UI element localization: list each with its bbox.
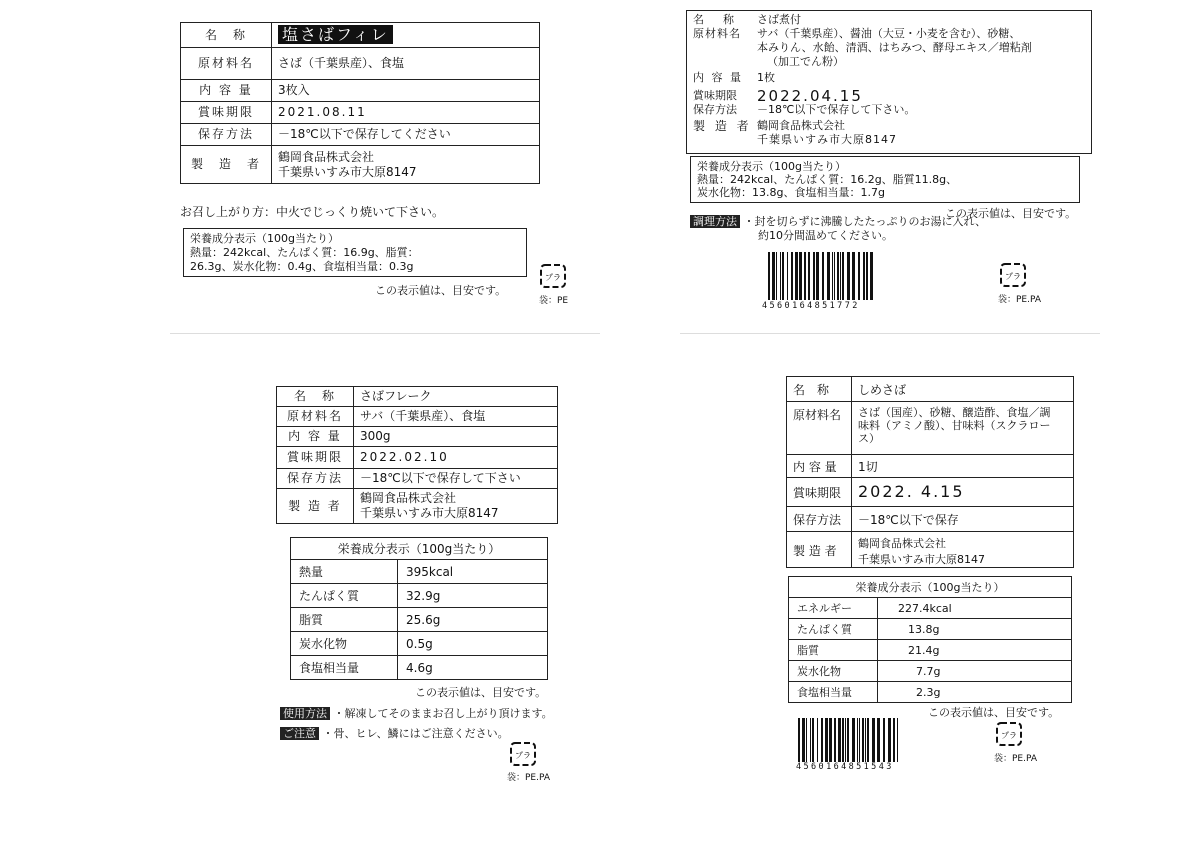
barcode-bar [782,252,784,300]
label3-nutrition-value: 4.6g [398,656,548,680]
label2-barcode-number: 4560164851772 [762,301,860,311]
barcode-bar [852,252,855,300]
label3-nutrition-key: たんぱく質 [291,584,398,608]
barcode-bar [834,252,835,300]
svg-text:プラ: プラ [1001,731,1017,740]
recycle-plastic-icon [996,722,1022,746]
label4-nutrition-value: 227.4kcal [878,598,1072,619]
label4-barcode [796,718,946,762]
label4-nutrition-value: 7.7g [878,661,1072,682]
label4-expiry-key: 賞味期限 [787,478,852,506]
label3-usage [280,705,553,721]
barcode-bar [888,718,891,762]
label3-maker-value: 鶴岡食品株式会社 千葉県いすみ市大原8147 [354,489,558,524]
label1-nutrition-box [183,228,527,277]
label1-cooking: お召し上がり方：中火でじっくり焼いて下さい。 [180,205,445,219]
label3-expiry-key: 賞味期限 [277,447,354,469]
label1-quantity-key: 内 容 量 [181,80,272,102]
barcode-bar [870,252,873,300]
barcode-bar [813,252,815,300]
barcode-bar [822,252,824,300]
label2-address: 千葉県いすみ市大原8147 [757,133,897,146]
barcode-bar [893,718,895,762]
label3-caution-tag: ご注意 [280,727,319,740]
label4-nutrition-key: 脂質 [789,640,878,661]
label2-info-box [686,10,1092,154]
label1-ingredients-value: さば（千葉県産）、食塩 [272,48,540,80]
label2-nutrition-line1: 熱量：242kcal、たんぱく質：16.2g、脂質11.8g、 [697,173,958,186]
label4-package-material: 袋：PE.PA [994,754,1037,764]
barcode-bar [847,718,849,762]
barcode-bar [842,718,844,762]
barcode-bar [867,718,869,762]
barcode-bar [897,718,898,762]
label4-table [786,376,1074,568]
label3-nutrition-title: 栄養成分表示（100g当たり） [291,538,548,560]
recycle-plastic-icon [540,264,566,288]
label4-nutrition-key: たんぱく質 [789,619,878,640]
label4-expiry-value: 2022. 4.15 [858,482,965,501]
label3-address: 千葉県いすみ市大原8147 [360,506,499,520]
label1-ingredients-key: 原材料名 [181,48,272,80]
label2-cooking [690,215,986,243]
label2-maker-key: 製 造 者 [693,119,752,133]
label2-package-material: 袋：PE.PA [998,295,1041,305]
barcode-bar [859,718,860,762]
label4-quantity-key: 内 容 量 [787,455,852,477]
barcode-bar [795,252,798,300]
svg-text:プラ: プラ [1005,272,1021,281]
barcode-bar [866,252,868,300]
label1-maker-value: 鶴岡食品株式会社 千葉県いすみ市大原8147 [272,146,540,184]
barcode-bar [883,718,885,762]
label2-quantity-key: 内 容 量 [693,71,743,84]
label2-quantity-value: 1枚 [757,71,775,84]
label4-nutrition-key: 炭水化物 [789,661,878,682]
barcode-bar [780,252,781,300]
label2-nutrition-title: 栄養成分表示（100g当たり） [697,160,846,173]
barcode-bar [787,252,788,300]
barcode-bar [838,718,841,762]
barcode-bar [799,252,802,300]
label1-storage-value: －18℃以下で保存してください [272,124,540,146]
label4-maker-key: 製 造 者 [787,532,852,568]
label4-ingredients-key: 原材料名 [787,402,852,454]
label2-cooking-line2: 約10分間温めてください。 [758,229,893,242]
barcode-bar [768,252,770,300]
label3-nutrition-value: 395kcal [398,560,548,584]
barcode-bar [840,252,841,300]
barcode-bar [865,718,866,762]
label2-expiry-value: 2022.04.15 [757,87,863,105]
label2-cooking-tag: 調理方法 [690,215,740,228]
label3-storage-value: －18℃以下で保存して下さい [354,469,558,489]
label4-barcode-number: 4560164851543 [796,762,894,772]
label3-nutrition-key: 熱量 [291,560,398,584]
label3-table [276,386,558,524]
section-divider [170,333,600,334]
label2-nutrition-box [690,156,1080,203]
label3-caution [280,725,509,741]
label3-usage-tag: 使用方法 [280,707,330,720]
svg-text:プラ: プラ [515,751,531,760]
label3-nutrition-key: 炭水化物 [291,632,398,656]
label1-expiry-key: 賞味期限 [181,102,272,124]
label4-nutrition-value: 2.3g [878,682,1072,703]
label2-name-value: さば煮付 [757,13,801,26]
label1-nutrition-title: 栄養成分表示（100g当たり） [190,232,339,245]
label4-name-key: 名 称 [787,377,852,401]
label3-nutrition-value: 0.5g [398,632,548,656]
barcode-bar [837,252,839,300]
barcode-bar [832,252,833,300]
label4-ingredients-value: さば（国産）、砂糖、醸造酢、食塩／調 味料（アミノ酸）、甘味料（スクラロー ス） [858,406,1051,445]
label2-disclaimer: この表示値は、目安です。 [945,207,1077,220]
label2-ingredients-value-2: 本みりん、水飴、清酒、はちみつ、酵母エキス／増粘剤 [757,41,1032,54]
label3-quantity-key: 内 容 量 [277,427,354,447]
barcode-bar [821,718,823,762]
label2-expiry-key: 賞味期限 [693,89,737,102]
label1-nutrition-line1: 熱量：242kcal、たんぱく質：16.9g、脂質： [190,245,419,259]
barcode-bar [863,252,865,300]
label1-disclaimer: この表示値は、目安です。 [375,284,507,297]
barcode-bar [877,718,880,762]
barcode-bar [810,718,811,762]
barcode-bar [776,252,777,300]
label3-quantity-value: 300g [354,427,558,447]
label2-maker-value: 鶴岡食品株式会社 [757,119,845,132]
label1-table [180,22,540,184]
section-divider [680,333,1100,334]
recycle-plastic-icon [1000,263,1026,287]
label4-nutrition-key: エネルギー [789,598,878,619]
label3-package-material: 袋：PE.PA [507,773,550,783]
label4-storage-value: －18℃以下で保存 [858,513,959,527]
barcode-bar [825,718,828,762]
barcode-bar [808,252,810,300]
label3-maker-key: 製 造 者 [277,489,354,524]
label4-name-value: しめさば [858,383,907,397]
label3-storage-key: 保存方法 [277,469,354,489]
label1-nutrition-line2: 26.3g、炭水化物：0.4g、食塩相当量：0.3g [190,259,414,273]
label3-expiry-value: 2022.02.10 [354,447,558,469]
label4-disclaimer: この表示値は、目安です。 [928,706,1060,719]
label1-package-material: 袋：PE [539,296,569,306]
recycle-plastic-icon [510,742,536,766]
label2-storage-key: 保存方法 [693,103,737,116]
label3-disclaimer: この表示値は、目安です。 [415,686,547,699]
label2-ingredients-value-3: （加工でん粉） [767,55,844,68]
label2-cooking-line1: ・封を切らずに沸騰したたっぷりのお湯に入れ、 [743,215,987,228]
barcode-bar [806,718,807,762]
label2-barcode [766,252,916,300]
barcode-bar [862,718,864,762]
label4-nutrition-table [788,576,1072,703]
label3-name-value: さばフレーク [354,387,558,407]
label3-nutrition-table [290,537,548,680]
barcode-bar [804,252,806,300]
barcode-bar [847,252,850,300]
label1-quantity-value: 3枚入 [272,80,540,102]
label3-caution-text: ・骨、ヒレ、鱗にはご注意ください。 [322,727,509,740]
svg-text:プラ: プラ [545,273,561,282]
label4-storage-key: 保存方法 [787,507,852,531]
label3-ingredients-value: サバ（千葉県産）、食塩 [354,407,558,427]
barcode-bar [857,718,858,762]
label3-usage-text: ・解凍してそのままお召し上がり頂けます。 [333,707,553,720]
barcode-bar [798,718,800,762]
label1-name-value: 塩さばフィレ [272,23,540,48]
barcode-bar [852,718,855,762]
label1-expiry-value: 2021.08.11 [272,102,540,124]
barcode-bar [827,252,830,300]
barcode-bar [845,718,846,762]
label2-name-key: 名 称 [693,13,738,26]
barcode-bar [858,252,860,300]
label3-name-key: 名 称 [277,387,354,407]
label2-ingredients-value-1: サバ（千葉県産）、醤油（大豆・小麦を含む）、砂糖、 [757,27,1021,40]
barcode-bar [829,718,832,762]
barcode-bar [802,718,805,762]
label4-nutrition-title: 栄養成分表示（100g当たり） [789,577,1072,598]
label1-address: 千葉県いすみ市大原8147 [278,164,417,179]
label3-ingredients-key: 原材料名 [277,407,354,427]
barcode-bar [842,252,844,300]
barcode-bar [872,718,875,762]
label4-quantity-value: 1切 [858,460,878,474]
label4-nutrition-key: 食塩相当量 [789,682,878,703]
barcode-bar [816,252,819,300]
label4-maker-value: 鶴岡食品株式会社 千葉県いすみ市大原8147 [858,537,985,566]
barcode-bar [834,718,836,762]
label3-nutrition-value: 25.6g [398,608,548,632]
barcode-bar [817,718,818,762]
label2-nutrition-line2: 炭水化物：13.8g、食塩相当量：1.7g [697,186,885,199]
label3-nutrition-key: 脂質 [291,608,398,632]
label1-storage-key: 保存方法 [181,124,272,146]
label4-nutrition-value: 21.4g [878,640,1072,661]
barcode-bar [772,252,775,300]
label3-nutrition-value: 32.9g [398,584,548,608]
label1-name-key: 名 称 [181,23,272,48]
label4-nutrition-value: 13.8g [878,619,1072,640]
label2-ingredients-key: 原材料名 [693,27,741,40]
barcode-bar [791,252,793,300]
label4-address: 千葉県いすみ市大原8147 [858,553,985,566]
label2-storage-value: －18℃以下で保存して下さい。 [757,103,916,116]
label3-nutrition-key: 食塩相当量 [291,656,398,680]
label1-maker-key: 製 造 者 [181,146,272,184]
barcode-bar [812,718,814,762]
